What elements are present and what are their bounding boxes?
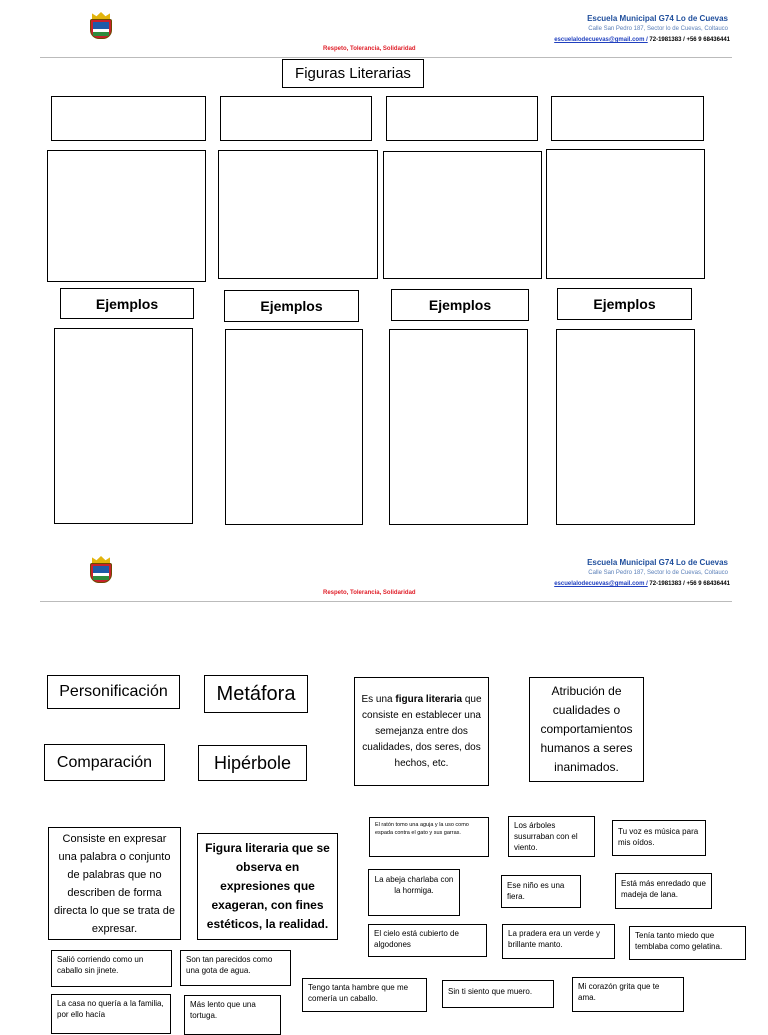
example-card-arboles[interactable]: Los árboles susurraban con el viento. [508,816,595,857]
school-name-page2: Escuela Municipal G74 Lo de Cuevas [587,558,728,567]
example-card-corazon[interactable]: Mi corazón grita que te ama. [572,977,684,1012]
definition-box-3[interactable] [383,151,542,279]
example-card-casa[interactable]: La casa no quería a la familia, por ello hacía [51,994,171,1034]
definition-card-metafora[interactable]: Consiste en expresar una palabra o conjunto de palabras que no describen de forma directa lo que se trata de expresar. [48,827,181,940]
heading-box-3[interactable] [386,96,538,141]
example-card-corriendo[interactable]: Salió corriendo como un caballo sin jinete. [51,950,172,987]
examples-box-3[interactable] [389,329,528,525]
school-address: Calle San Pedro 187, Sector lo de Cuevas, Coltauco [588,26,728,32]
examples-label-1: Ejemplos [60,288,194,319]
worksheet-title: Figuras Literarias [282,59,424,88]
header-divider [40,57,732,58]
school-crest-page2 [90,556,112,590]
heading-box-4[interactable] [551,96,704,141]
school-contact [554,37,730,43]
school-phones: 72-1981383 / +56 9 68436441 [647,37,730,43]
example-card-sinti[interactable]: Sin ti siento que muero. [442,980,554,1008]
example-card-voz[interactable]: Tu voz es música para mis oídos. [612,820,706,856]
examples-box-2[interactable] [225,329,363,525]
school-motto-page2: Respeto, Tolerancia, Solidaridad [323,590,416,596]
definition-card-comparacion-text: Es una figura literaria que consiste en establecer una semejanza entre dos cualidades, dos seres, dos hechos, etc. [361,693,482,769]
term-card-comparacion[interactable]: Comparación [44,744,165,781]
definition-box-2[interactable] [218,150,378,279]
examples-label-4: Ejemplos [557,288,692,320]
examples-box-1[interactable] [54,328,193,524]
school-email-link[interactable]: escuelalodecuevas@gmail.com / [554,37,648,43]
term-card-metafora[interactable]: Metáfora [204,675,308,713]
school-address-page2: Calle San Pedro 187, Sector lo de Cuevas, Coltauco [588,570,728,576]
school-phones-page2: 72-1981383 / +56 9 68436441 [647,581,730,587]
school-crest [90,12,112,46]
term-card-personificacion[interactable]: Personificación [47,675,180,709]
school-contact-page2 [554,581,730,587]
definition-card-hiperbole[interactable]: Figura literaria que se observa en expresiones que exageran, con fines estéticos, la realidad. [197,833,338,940]
heading-box-2[interactable] [220,96,372,141]
school-motto: Respeto, Tolerancia, Solidaridad [323,46,416,52]
example-card-raton[interactable]: El ratón tomo una aguja y la uso como espada contra el gato y sus garras. [369,817,489,857]
school-name: Escuela Municipal G74 Lo de Cuevas [587,14,728,23]
definition-box-1[interactable] [47,150,206,282]
school-email-link-page2[interactable]: escuelalodecuevas@gmail.com / [554,581,648,587]
examples-box-4[interactable] [556,329,695,525]
example-card-nino[interactable]: Ese niño es una fiera. [501,875,581,908]
definition-card-personificacion[interactable]: Atribución de cualidades o comportamientos humanos a seres inanimados. [529,677,644,782]
example-card-hambre[interactable]: Tengo tanta hambre que me comería un caballo. [302,978,427,1012]
example-card-lento[interactable]: Más lento que una tortuga. [184,995,281,1035]
examples-label-2: Ejemplos [224,290,359,322]
definition-box-4[interactable] [546,149,705,279]
header-divider-page2 [40,601,732,602]
definition-card-comparacion[interactable] [354,677,489,786]
example-card-parecidos[interactable]: Son tan parecidos como una gota de agua. [180,950,291,986]
example-card-miedo[interactable]: Tenía tanto miedo que temblaba como gelatina. [629,926,746,960]
example-card-cielo[interactable]: El cielo está cubierto de algodones [368,924,487,957]
example-card-pradera[interactable]: La pradera era un verde y brillante manto. [502,924,615,959]
examples-label-3: Ejemplos [391,289,529,321]
heading-box-1[interactable] [51,96,206,141]
example-card-abeja[interactable]: La abeja charlaba con la hormiga. [368,869,460,916]
term-card-hiperbole[interactable]: Hipérbole [198,745,307,781]
example-card-enredado[interactable]: Está más enredado que madeja de lana. [615,873,712,909]
